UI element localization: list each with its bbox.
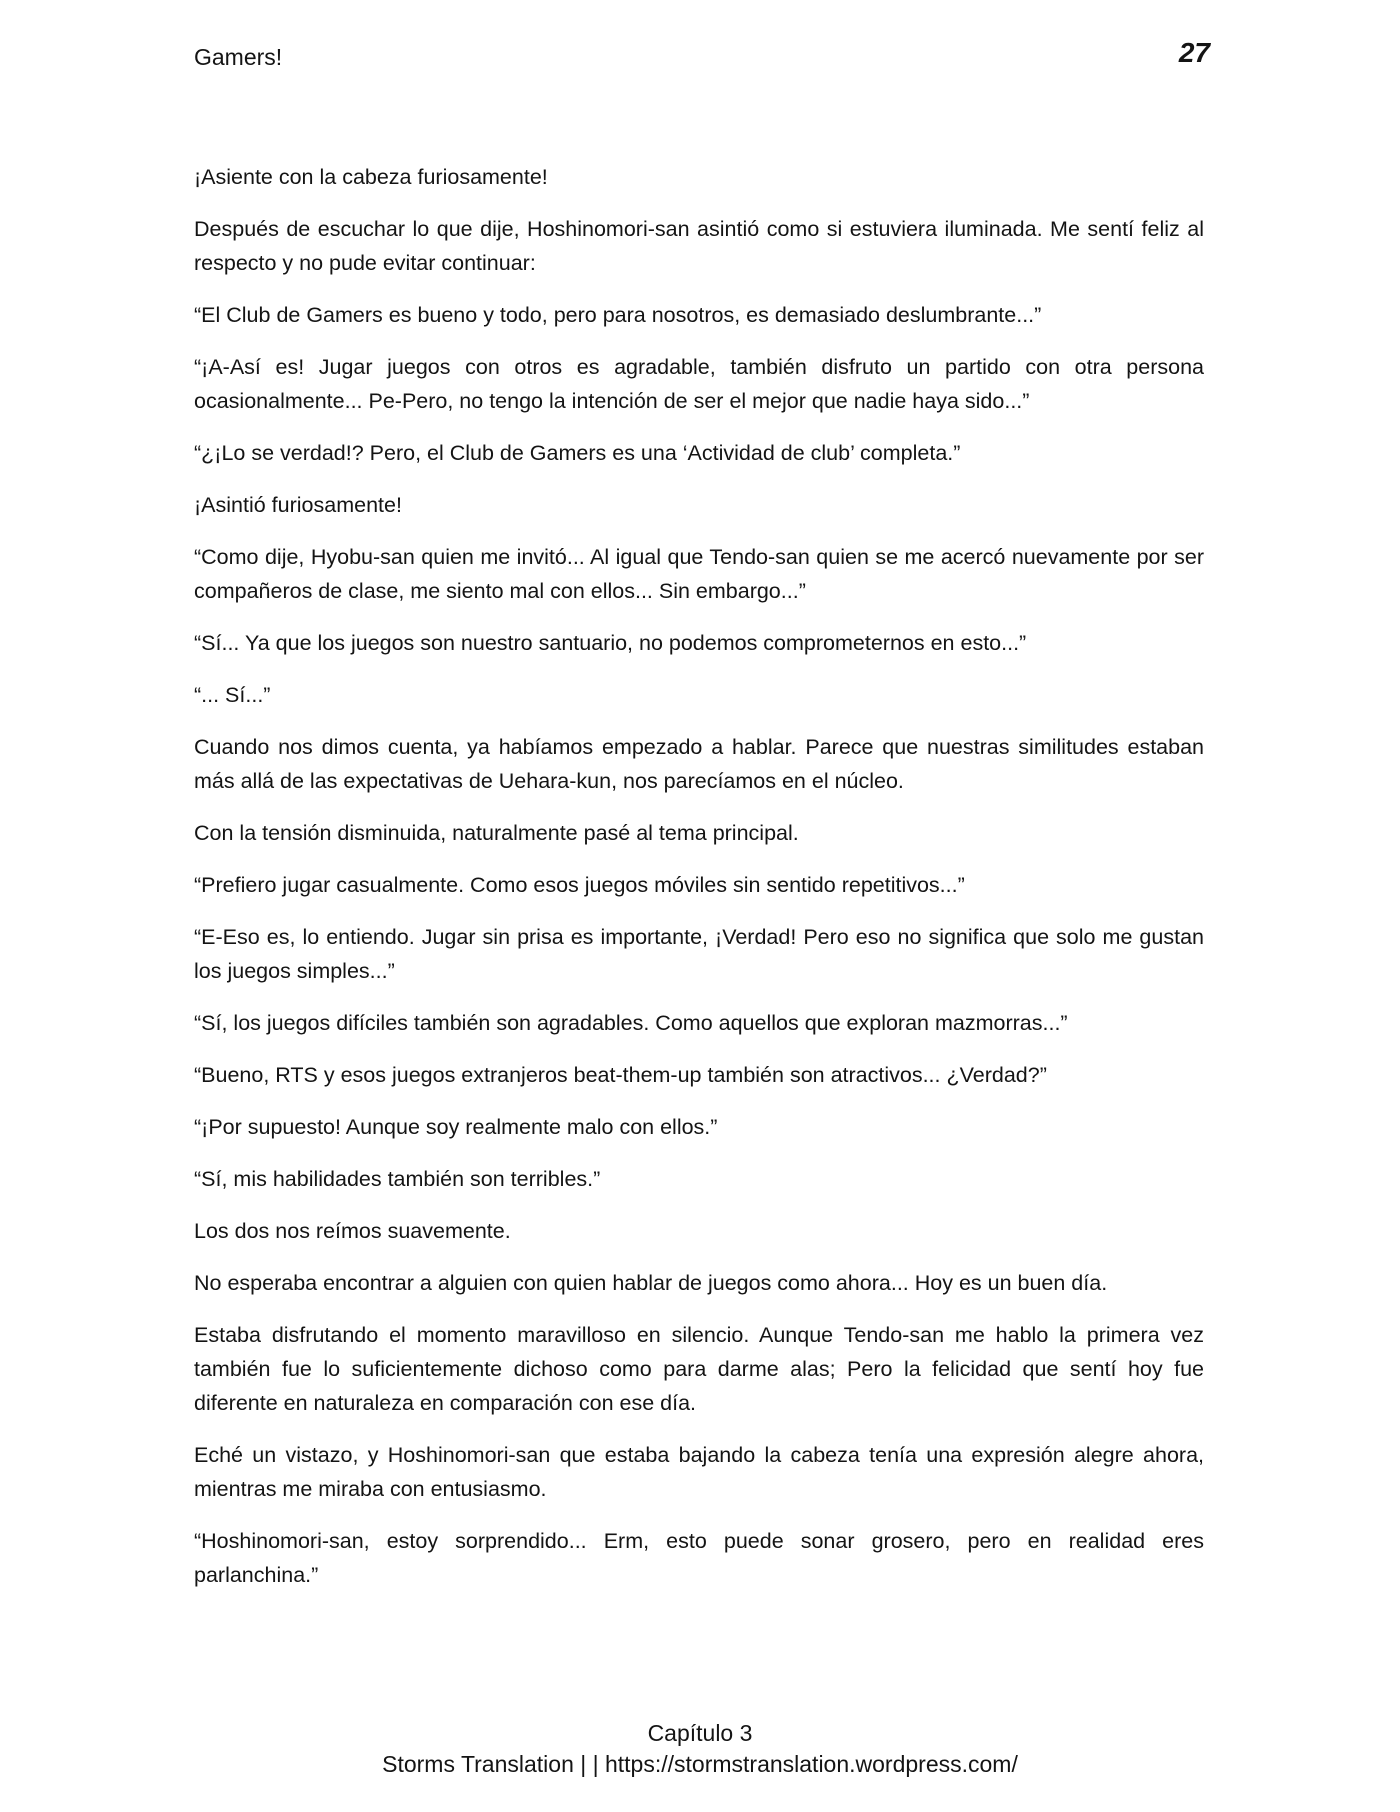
footer-credit: Storms Translation | | https://stormstranslation.wordpress.com/ — [382, 1751, 1018, 1777]
footer-chapter: Capítulo 3 — [647, 1720, 753, 1746]
paragraph: “¡A-Así es! Jugar juegos con otros es agradable, también disfruto un partido con otra persona ocasionalmente... Pe-Pero, no tengo la intención de ser el mejor que nadie haya sido...” — [194, 355, 1204, 413]
paragraph: ¡Asintió furiosamente! — [194, 493, 402, 517]
paragraph: “Hoshinomori-san, estoy sorprendido... Erm, esto puede sonar grosero, pero en realidad eres parlanchina.” — [194, 1529, 1204, 1587]
page-number: 27 — [1178, 37, 1210, 68]
paragraph: “Sí, mis habilidades también son terribles.” — [194, 1167, 601, 1191]
paragraph: No esperaba encontrar a alguien con quien hablar de juegos como ahora... Hoy es un buen día. — [194, 1271, 1108, 1295]
paragraph: ¡Asiente con la cabeza furiosamente! — [194, 165, 548, 189]
paragraph: “Sí... Ya que los juegos son nuestro santuario, no podemos comprometernos en esto...” — [194, 631, 1027, 655]
paragraph: Estaba disfrutando el momento maravilloso en silencio. Aunque Tendo-san me hablo la primera vez también fue lo suficientemente dichoso como para darme alas; Pero la felicidad que sentí hoy fue diferente en naturaleza en comparación con ese día. — [194, 1323, 1204, 1415]
page-footer — [0, 1718, 1400, 1780]
paragraph: “¡Por supuesto! Aunque soy realmente malo con ellos.” — [194, 1115, 718, 1139]
paragraph: “El Club de Gamers es bueno y todo, pero para nosotros, es demasiado deslumbrante...” — [194, 303, 1042, 327]
paragraph: “... Sí...” — [194, 683, 271, 707]
paragraph: “Prefiero jugar casualmente. Como esos juegos móviles sin sentido repetitivos...” — [194, 873, 965, 897]
header-title: Gamers! — [194, 44, 283, 70]
paragraph: Los dos nos reímos suavemente. — [194, 1219, 511, 1243]
paragraph: Después de escuchar lo que dije, Hoshinomori-san asintió como si estuviera iluminada. Me sentí feliz al respecto y no pude evitar continuar: — [194, 217, 1204, 275]
paragraph: “¿¡Lo se verdad!? Pero, el Club de Gamers es una ‘Actividad de club’ completa.” — [194, 441, 961, 465]
paragraph: “Como dije, Hyobu-san quien me invitó... Al igual que Tendo-san quien se me acercó nuevamente por ser compañeros de clase, me siento mal con ellos... Sin embargo...” — [194, 545, 1204, 603]
paragraph: Con la tensión disminuida, naturalmente pasé al tema principal. — [194, 821, 799, 845]
paragraph: “Sí, los juegos difíciles también son agradables. Como aquellos que exploran mazmorras...” — [194, 1011, 1068, 1035]
paragraph: Cuando nos dimos cuenta, ya habíamos empezado a hablar. Parece que nuestras similitudes estaban más allá de las expectativas de Uehara-kun, nos parecíamos en el núcleo. — [194, 735, 1204, 793]
paragraph: “E-Eso es, lo entiendo. Jugar sin prisa es importante, ¡Verdad! Pero eso no significa que solo me gustan los juegos simples...” — [194, 925, 1204, 983]
paragraph: Eché un vistazo, y Hoshinomori-san que estaba bajando la cabeza tenía una expresión alegre ahora, mientras me miraba con entusiasmo. — [194, 1443, 1204, 1501]
body-text — [194, 160, 1204, 1610]
paragraph: “Bueno, RTS y esos juegos extranjeros beat-them-up también son atractivos... ¿Verdad?” — [194, 1063, 1047, 1087]
